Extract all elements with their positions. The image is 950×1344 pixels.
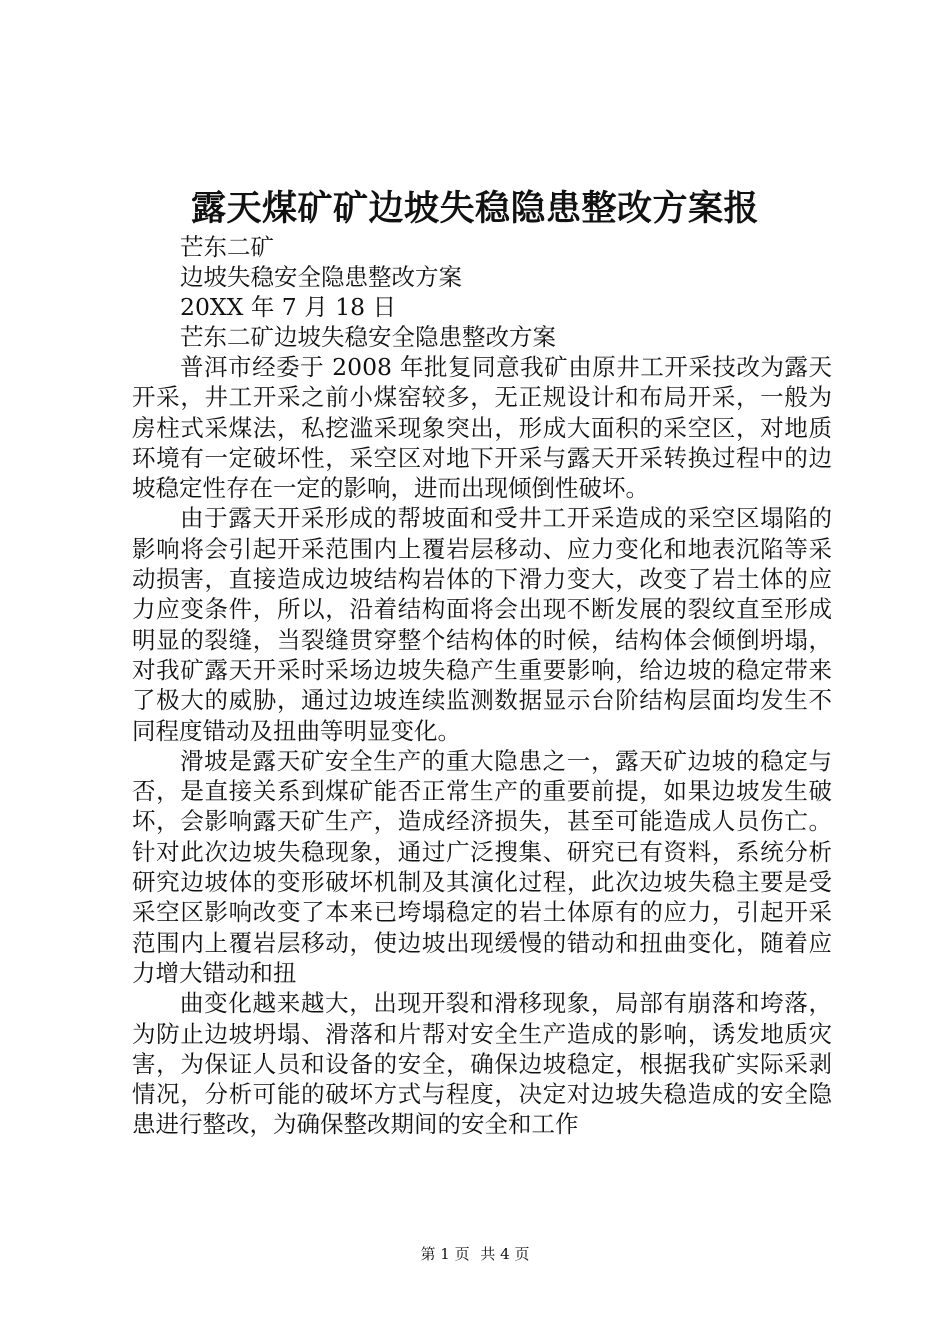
header-line-plan-title: 芒东二矿边坡失稳安全隐患整改方案 [180, 323, 556, 351]
paragraph: 曲变化越来越大，出现开裂和滑移现象，局部有崩落和垮落，为防止边坡坍塌、滑落和片帮对安全生产造成的影响，诱发地质灾害，为保证人员和设备的安全，确保边坡稳定，根据我矿实际采剥情况，分析可能的破坏方式与程度，决定对边坡失稳造成的安全隐患进行整改，为确保整改期间的安全和工作 [132, 989, 832, 1139]
header-line-plan-name: 边坡失稳安全隐患整改方案 [180, 263, 462, 291]
paragraph: 由于露天开采形成的帮坡面和受井工开采造成的采空区塌陷的影响将会引起开采范围内上覆岩层移动、应力变化和地表沉陷等采动损害，直接造成边坡结构岩体的下滑力变大，改变了岩土体的应力应变条件，所以，沿着结构面将会出现不断发展的裂纹直至形成明显的裂缝，当裂缝贯穿整个结构体的时候，结构体会倾倒坍塌，对我矿露天开采时采场边坡失稳产生重要影响，给边坡的稳定带来了极大的威胁，通过边坡连续监测数据显示台阶结构层面均发生不同程度错动及扭曲等明显变化。 [132, 504, 832, 745]
paragraph: 滑坡是露天矿安全生产的重大隐患之一，露天矿边坡的稳定与否，是直接关系到煤矿能否正常生产的重要前提，如果边坡发生破坏，会影响露天矿生产，造成经济损失，甚至可能造成人员伤亡。针对此次边坡失稳现象，通过广泛搜集、研究已有资料，系统分析研究边坡体的变形破坏机制及其演化过程，此次边坡失稳主要是受采空区影响改变了本来已垮塌稳定的岩土体原有的应力，引起开采范围内上覆岩层移动，使边坡出现缓慢的错动和扭曲变化，随着应力增大错动和扭 [132, 746, 832, 987]
page-footer [0, 1244, 950, 1264]
header-line-mine-name: 芒东二矿 [180, 233, 274, 261]
page-number: 第 1 页 [420, 1245, 470, 1263]
header-line-date: 20XX 年 7 月 18 日 [180, 293, 397, 321]
document-body [132, 232, 832, 1140]
page-total: 共 4 页 [480, 1245, 530, 1263]
paragraph: 普洱市经委于 2008 年批复同意我矿由原井工开采技改为露天开采，井工开采之前小煤窑较多，无正规设计和布局开采，一般为房柱式采煤法，私挖滥采现象突出，形成大面积的采空区，对地质环境有一定破坏性，采空区对地下开采与露天开采转换过程中的边坡稳定性存在一定的影响，进而出现倾倒性破坏。 [132, 353, 832, 503]
document-title: 露天煤矿矿边坡失稳隐患整改方案报 [190, 188, 759, 229]
